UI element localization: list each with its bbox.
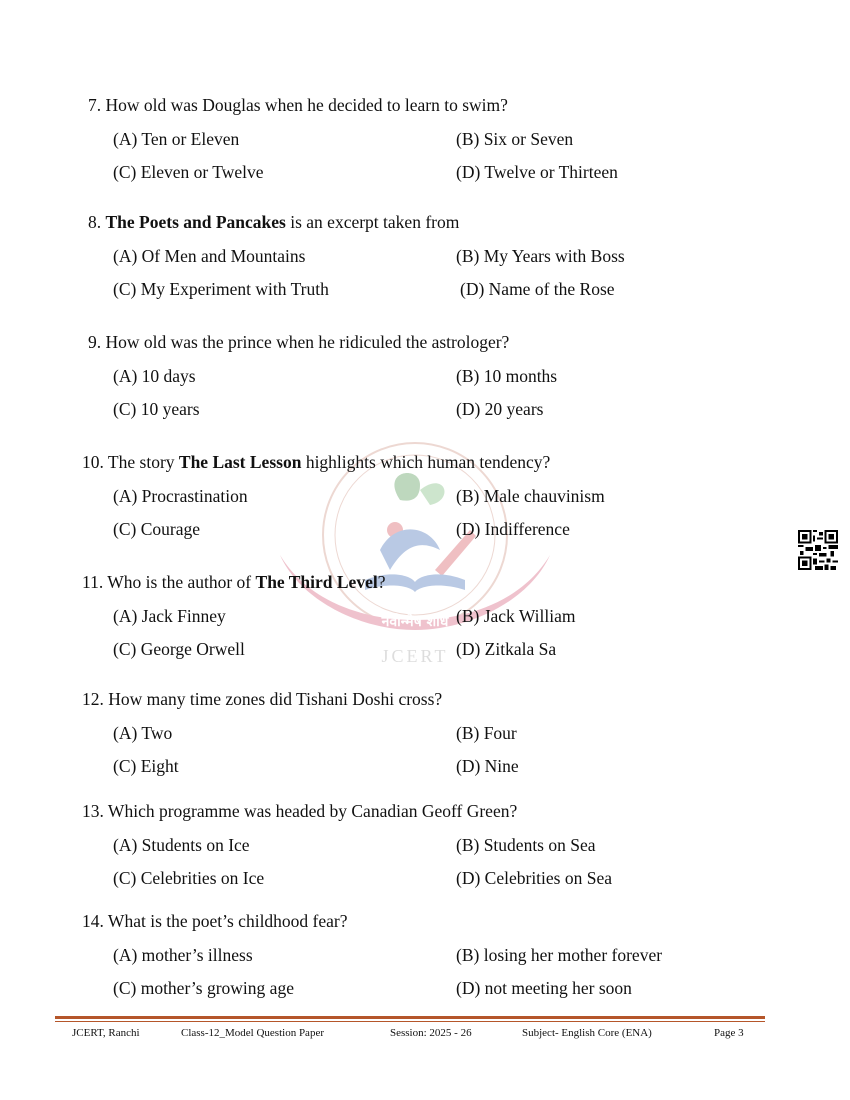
stem-title: The Poets and Pancakes [105,212,286,232]
question-14 [0,911,850,1011]
question-12 [0,689,850,789]
option-a: (A) Procrastination [113,486,248,506]
question-stem [88,332,509,353]
stem-text: 14. What is the poet’s childhood fear? [82,911,348,931]
stem-text: is an excerpt taken from [285,212,460,232]
option-a: (A) mother’s illness [113,945,253,965]
option-c: (C) Eight [113,756,179,776]
stem-text: 13. Which programme was headed by Canadian Geoff Green? [82,801,518,821]
option-d: (D) 20 years [456,399,544,419]
option-d: (D) Indifference [456,519,570,539]
stem-text: 11. Who is the author of [82,572,256,592]
option-d: (D) Nine [456,756,519,776]
option-d: (D) Name of the Rose [460,279,615,299]
option-d: (D) Zitkala Sa [456,639,557,659]
question-stem [88,95,508,116]
option-c: (C) Eleven or Twelve [113,162,264,182]
footer-subject: Subject- English Core (ENA) [522,1027,652,1039]
option-a: (A) 10 days [113,366,196,386]
footer-rule [55,1016,765,1019]
stem-text: 10. The story [82,452,179,472]
watermark-motto: नवोन्मेष शोध [381,614,449,630]
option-d: (D) Celebrities on Sea [456,868,612,888]
option-b: (B) My Years with Boss [456,246,625,266]
option-b: (B) Jack William [456,606,576,626]
option-a: (A) Of Men and Mountains [113,246,306,266]
option-b: (B) Male chauvinism [456,486,605,506]
stem-title: The Third Level [255,572,378,592]
footer-paper: Class-12_Model Question Paper [181,1027,324,1039]
option-b: (B) losing her mother forever [456,945,663,965]
option-d: (D) Twelve or Thirteen [456,162,618,182]
footer-org: JCERT, Ranchi [72,1027,140,1039]
question-stem [82,452,550,473]
question-13 [0,801,850,901]
stem-text: 9. How old was the prince when he ridiculed the astrologer? [88,332,510,352]
option-b: (B) Four [456,723,517,743]
question-8 [0,212,850,312]
question-stem [82,689,442,710]
watermark-org: JCERT [381,646,449,666]
option-b: (B) Students on Sea [456,835,596,855]
question-11 [0,572,850,672]
footer-session: Session: 2025 - 26 [390,1027,472,1039]
option-c: (C) mother’s growing age [113,978,294,998]
option-c: (C) 10 years [113,399,200,419]
question-7 [0,95,850,195]
footer-page: Page 3 [714,1027,744,1039]
stem-title: The Last Lesson [178,452,302,472]
option-a: (A) Ten or Eleven [113,129,240,149]
footer-rule-thin [55,1021,765,1022]
stem-text: highlights which human tendency? [301,452,551,472]
stem-text: 7. How old was Douglas when he decided to learn to swim? [88,95,508,115]
option-c: (C) My Experiment with Truth [113,279,329,299]
option-b: (B) Six or Seven [456,129,574,149]
qr-code-icon [798,530,838,570]
option-c: (C) Courage [113,519,200,539]
question-stem [82,572,386,593]
option-d: (D) not meeting her soon [456,978,632,998]
option-b: (B) 10 months [456,366,558,386]
option-c: (C) George Orwell [113,639,245,659]
stem-text: ? [377,572,386,592]
option-c: (C) Celebrities on Ice [113,868,265,888]
question-10 [0,452,850,552]
option-a: (A) Students on Ice [113,835,250,855]
option-a: (A) Jack Finney [113,606,226,626]
question-stem [82,801,517,822]
stem-text: 8. [88,212,106,232]
question-stem [88,212,459,233]
option-a: (A) Two [113,723,173,743]
stem-text: 12. How many time zones did Tishani Doshi cross? [82,689,443,709]
question-9 [0,332,850,432]
question-stem [82,911,348,932]
